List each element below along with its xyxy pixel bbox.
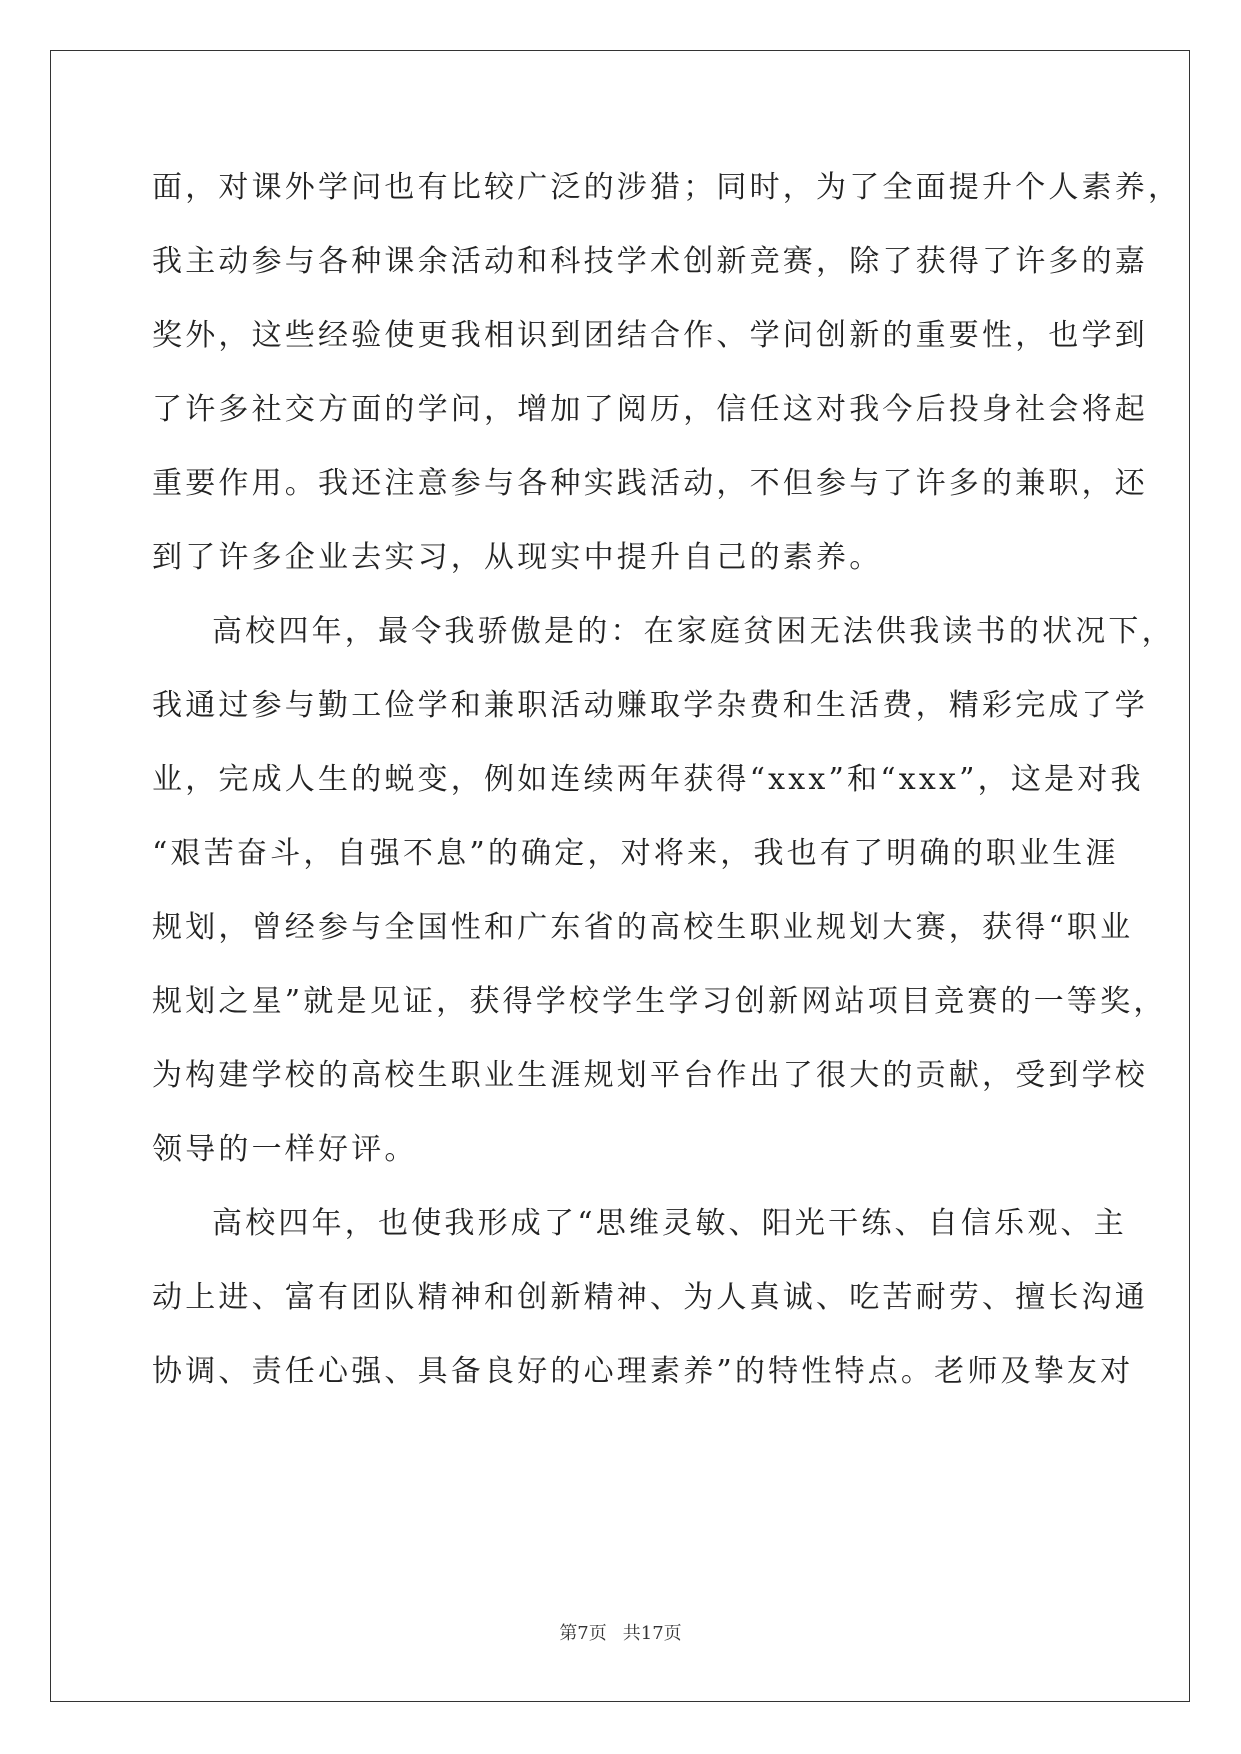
text-line: 协调、责任心强、具备良好的心理素养”的特性特点。老师及挚友对 <box>152 1354 1134 1389</box>
text-line: 到了许多企业去实习，从现实中提升自己的素养。 <box>152 540 883 575</box>
paragraph-first-line: 高校四年，也使我形成了“思维灵敏、阳光干练、自信乐观、主 <box>212 1206 1127 1241</box>
text-line: “艰苦奋斗，自强不息”的确定，对将来，我也有了明确的职业生涯 <box>152 836 1119 871</box>
page-footer <box>0 1622 1241 1646</box>
text-line: 为构建学校的高校生职业生涯规划平台作出了很大的贡献，受到学校 <box>152 1058 1148 1093</box>
page-number: 第7页 <box>559 1623 607 1644</box>
page-total: 共17页 <box>622 1623 682 1644</box>
page-border <box>50 50 1190 1702</box>
text-line: 重要作用。我还注意参与各种实践活动，不但参与了许多的兼职，还 <box>152 466 1148 501</box>
text-line: 我通过参与勤工俭学和兼职活动赚取学杂费和生活费，精彩完成了学 <box>152 688 1148 723</box>
text-line: 领导的一样好评。 <box>152 1132 418 1167</box>
text-line: 规划，曾经参与全国性和广东省的高校生职业规划大赛，获得“职业 <box>152 910 1134 945</box>
text-line: 业，完成人生的蜕变，例如连续两年获得“xxx”和“xxx”，这是对我 <box>152 762 1144 797</box>
text-line: 规划之星”就是见证，获得学校学生学习创新网站项目竞赛的一等奖， <box>152 984 1167 1019</box>
text-line: 了许多社交方面的学问，增加了阅历，信任这对我今后投身社会将起 <box>152 392 1148 427</box>
text-line: 奖外，这些经验使更我相识到团结合作、学问创新的重要性，也学到 <box>152 318 1148 353</box>
text-line: 面，对课外学问也有比较广泛的涉猎；同时，为了全面提升个人素养， <box>152 170 1182 205</box>
paragraph-first-line: 高校四年，最令我骄傲是的：在家庭贫困无法供我读书的状况下， <box>212 614 1175 649</box>
text-line: 我主动参与各种课余活动和科技学术创新竞赛，除了获得了许多的嘉 <box>152 244 1148 279</box>
text-line: 动上进、富有团队精神和创新精神、为人真诚、吃苦耐劳、擅长沟通 <box>152 1280 1148 1315</box>
